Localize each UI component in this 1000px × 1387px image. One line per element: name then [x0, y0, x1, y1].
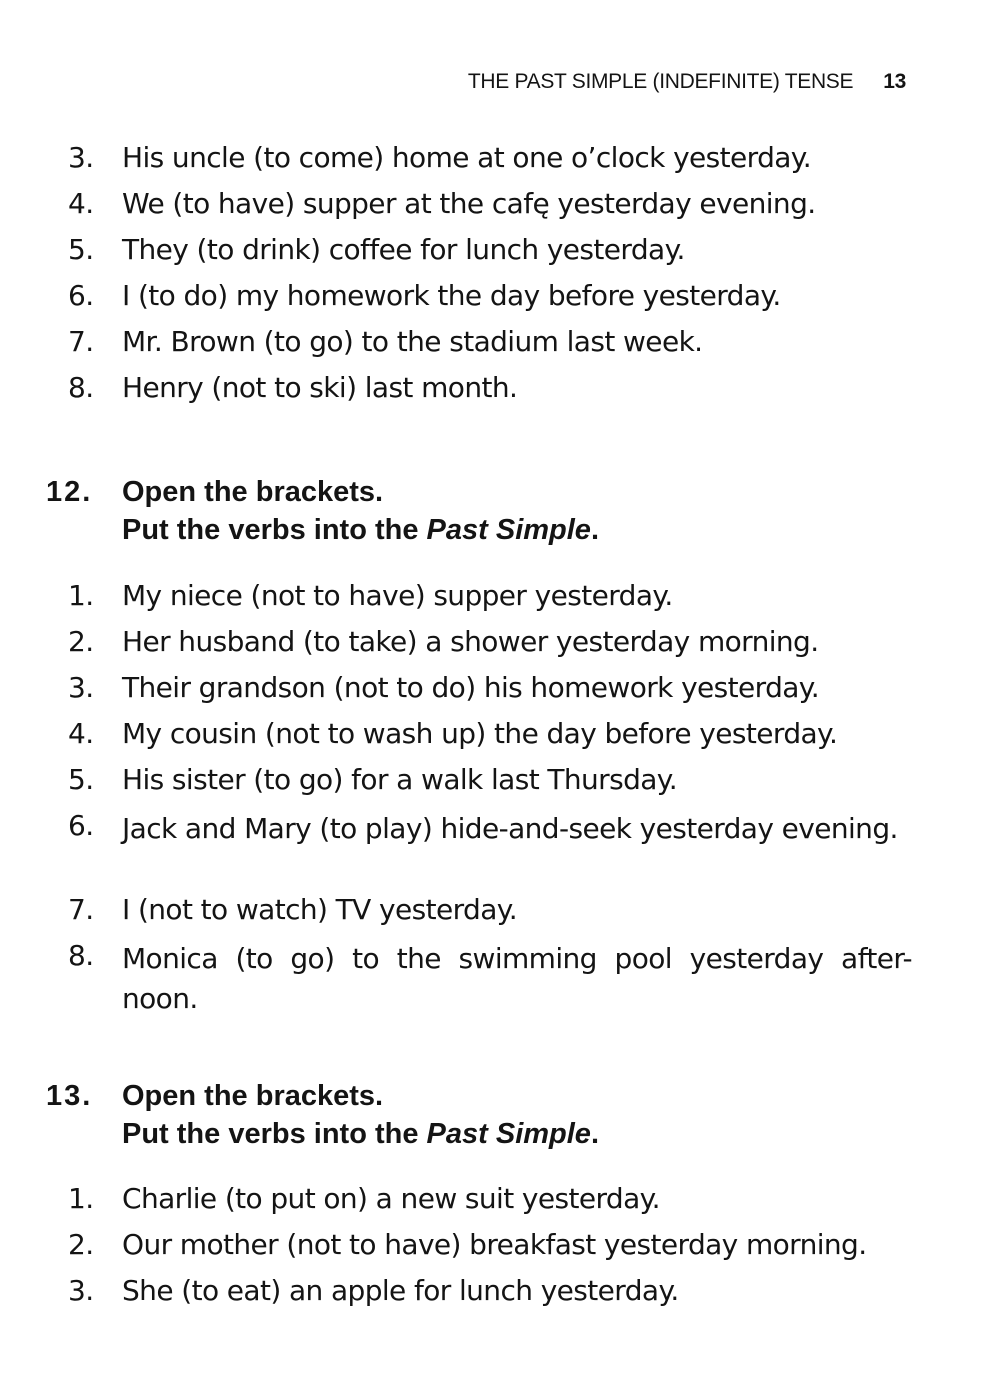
list-item [0, 625, 1000, 671]
running-header [468, 70, 906, 94]
item-text: We (to have) supper at the cafę yesterday evening. [122, 187, 816, 220]
item-number: 6. [68, 809, 94, 842]
instruction-line-1: Open the brackets. [122, 1080, 384, 1112]
tense-name: Past Simple [426, 514, 591, 546]
item-text: Their grandson (not to do) his homework yesterday. [122, 671, 820, 704]
item-text: I (to do) my homework the day before yesterday. [122, 279, 781, 312]
item-text: My cousin (not to wash up) the day before yesterday. [122, 717, 838, 750]
instruction-period: . [590, 514, 599, 546]
item-text: Charlie (to put on) a new suit yesterday. [122, 1182, 660, 1215]
list-item [0, 1228, 1000, 1274]
item-number: 4. [68, 187, 94, 220]
item-text: His sister (to go) for a walk last Thursday. [122, 763, 678, 796]
previous-exercise-list [0, 141, 1000, 417]
item-number: 8. [68, 371, 94, 404]
list-item [0, 233, 1000, 279]
list-item [0, 579, 1000, 625]
item-text: Jack and Mary (to play) hide-and-seek yesterday evening. [122, 812, 898, 845]
list-item [0, 371, 1000, 417]
item-number: 6. [68, 279, 94, 312]
item-number: 2. [68, 1228, 94, 1261]
instruction-text: Put the verbs into the [122, 1118, 427, 1150]
page-number: 13 [883, 70, 906, 93]
item-number: 7. [68, 325, 94, 358]
running-title: THE PAST SIMPLE (INDEFINITE) TENSE [467, 70, 854, 93]
item-text: Henry (not to ski) last month. [122, 371, 518, 404]
list-item [0, 1182, 1000, 1228]
item-number: 7. [68, 893, 94, 926]
list-item [0, 279, 1000, 325]
tense-name: Past Simple [426, 1118, 591, 1150]
item-number: 5. [68, 233, 94, 266]
exercise-number: 13. [46, 1080, 93, 1112]
list-item [0, 325, 1000, 371]
item-number: 2. [68, 625, 94, 658]
item-text: She (to eat) an apple for lunch yesterday. [122, 1274, 679, 1307]
exercise-13-list [0, 1182, 1000, 1320]
instruction-line-2 [122, 1118, 599, 1151]
list-item [0, 671, 1000, 717]
list-item [0, 809, 1000, 893]
instruction-text: Put the verbs into the [122, 514, 427, 546]
item-text: Monica (to go) to the swimming pool yesterday after-noon. [122, 942, 912, 1015]
item-text: Her husband (to take) a shower yesterday morning. [122, 625, 819, 658]
item-text: My niece (not to have) supper yesterday. [122, 579, 673, 612]
item-number: 3. [68, 141, 94, 174]
item-number: 3. [68, 1274, 94, 1307]
list-item [0, 187, 1000, 233]
list-item [0, 939, 1000, 1023]
item-text: They (to drink) coffee for lunch yesterday. [122, 233, 685, 266]
exercise-number: 12. [46, 476, 93, 508]
list-item [0, 763, 1000, 809]
item-number: 5. [68, 763, 94, 796]
item-text: Our mother (not to have) breakfast yesterday morning. [122, 1228, 867, 1261]
instruction-period: . [590, 1118, 599, 1150]
instruction-line-2 [122, 514, 599, 547]
list-item [0, 1274, 1000, 1320]
item-number: 3. [68, 671, 94, 704]
item-text: His uncle (to come) home at one o’clock yesterday. [122, 141, 812, 174]
item-text: I (not to watch) TV yesterday. [122, 893, 518, 926]
item-text: Mr. Brown (to go) to the stadium last week. [122, 325, 703, 358]
list-item [0, 141, 1000, 187]
item-number: 4. [68, 717, 94, 750]
item-number: 8. [68, 939, 94, 972]
instruction-line-1: Open the brackets. [122, 476, 384, 508]
item-number: 1. [68, 579, 94, 612]
list-item [0, 717, 1000, 763]
item-number: 1. [68, 1182, 94, 1215]
list-item [0, 893, 1000, 939]
exercise-12-list [0, 579, 1000, 1023]
